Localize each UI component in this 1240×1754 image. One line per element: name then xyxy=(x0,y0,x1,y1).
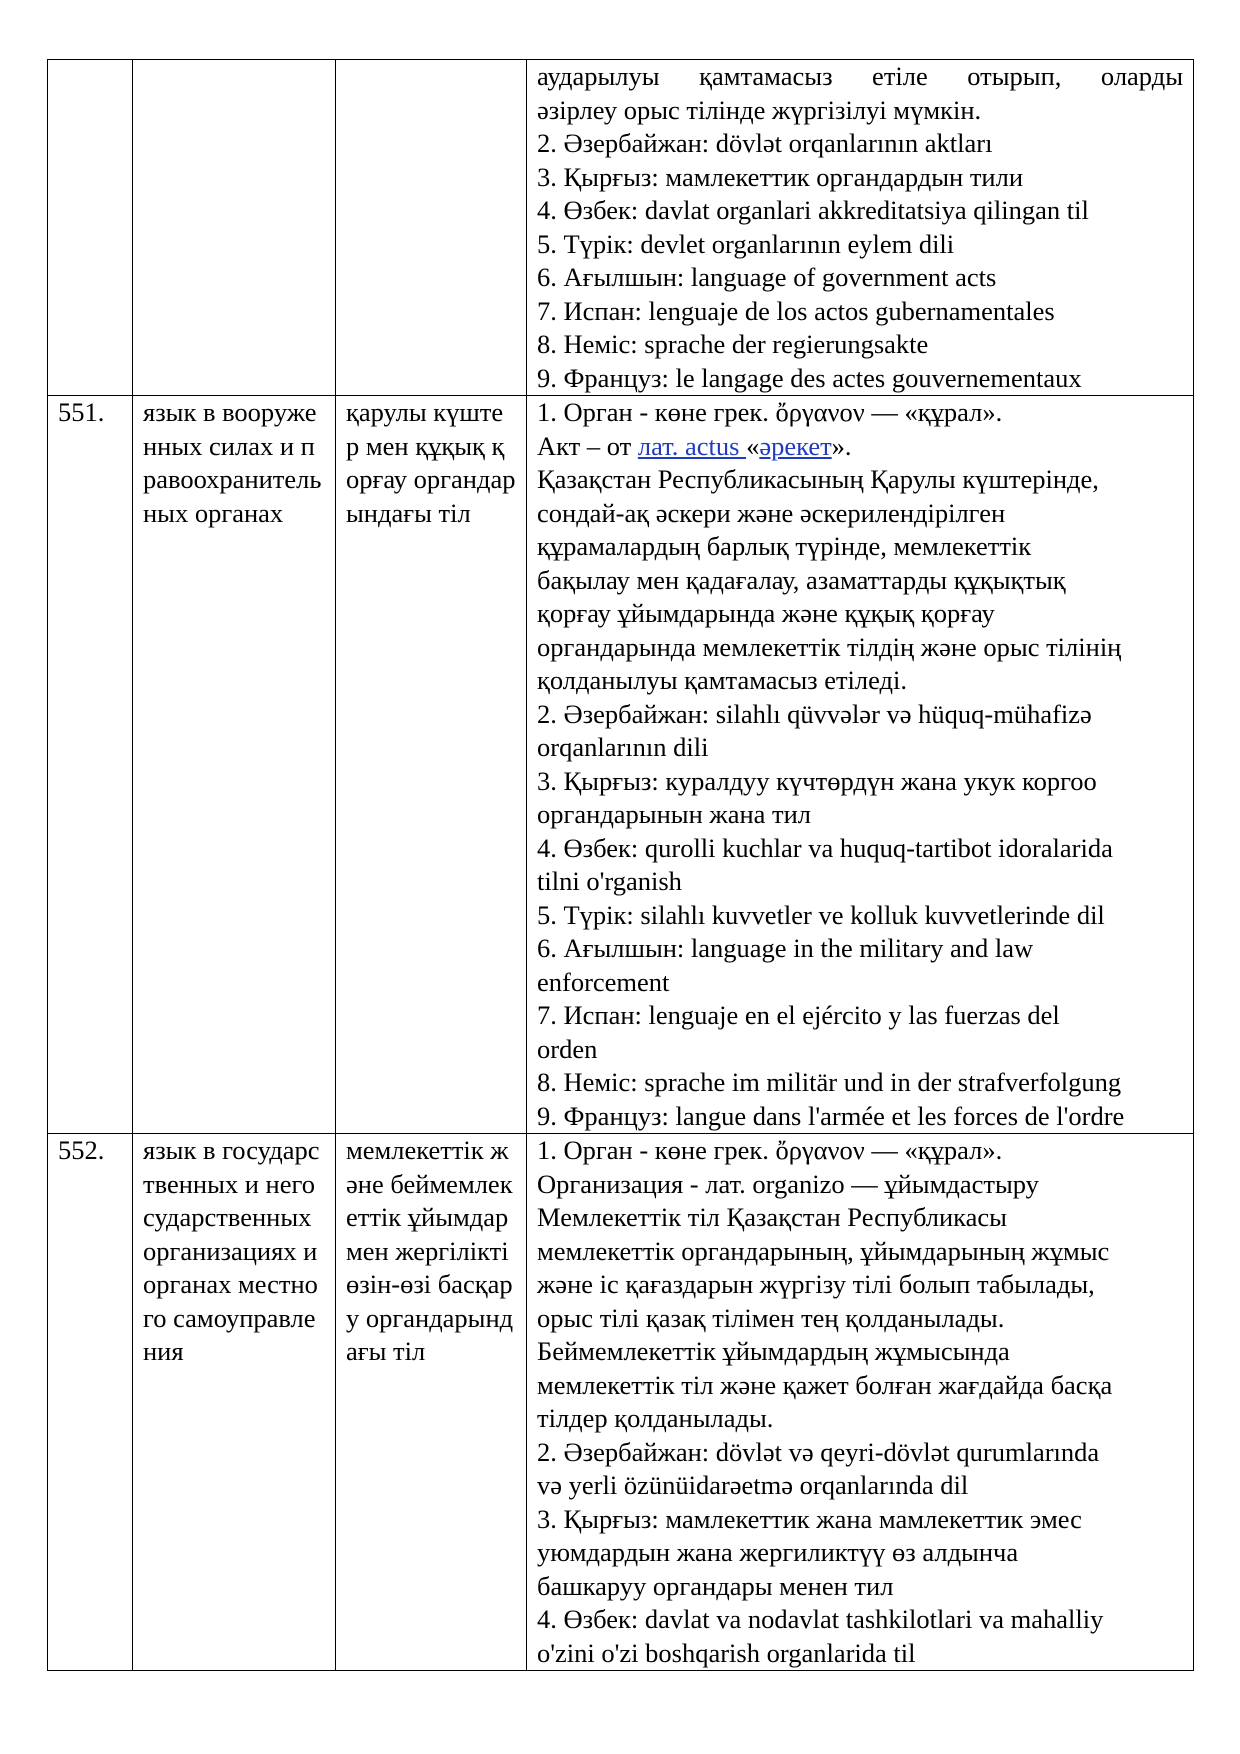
description-line: enforcement xyxy=(537,966,670,997)
description-line: 8. Неміс: sprache im militär und in der strafverfolgung xyxy=(537,1067,1122,1097)
row-number-cell: 552. xyxy=(48,1134,133,1671)
description-line: және іс қағаздарын жүргізу тілі болып табылады, xyxy=(537,1269,1095,1299)
latin-actus-link[interactable]: лат. actus xyxy=(637,430,747,461)
description-line: орыс тілі қазақ тілімен тең қолданылады. xyxy=(537,1302,1005,1333)
quote-close: ». xyxy=(831,430,852,461)
description-line: 2. Әзербайжан: silahlı qüvvələr və hüquq-mühafizə xyxy=(537,698,1092,729)
row-number-cell xyxy=(48,60,133,396)
description-line: 6. Ағылшын: language of government acts xyxy=(537,262,997,292)
russian-term-cell xyxy=(133,60,336,396)
description-line: orqanlarının dili xyxy=(537,732,709,762)
description-line: 5. Түрік: silahlı kuvvetler ve kolluk kuvvetlerinde dil xyxy=(537,899,1105,930)
etymology-line xyxy=(537,430,1183,464)
description-line: аударылуы қамтамасыз етіле отырып, оларды xyxy=(537,61,1183,91)
kazakh-term-cell xyxy=(336,60,527,396)
description-line: 9. Француз: le langage des actes gouvernementaux xyxy=(537,362,1082,393)
description-line: və yerli özünüidarəetmə orqanlarında dil xyxy=(537,1470,969,1500)
description-line: 8. Неміс: sprache der regierungsakte xyxy=(537,329,929,359)
description-line: уюмдардын жана жергиликтүү өз алдынча xyxy=(537,1537,1019,1567)
description-line: сондай-ақ әскери және әскерилендірілген xyxy=(537,497,1006,528)
table-row xyxy=(48,1134,1194,1671)
areket-link[interactable]: әрекет xyxy=(759,430,832,461)
table-row xyxy=(48,60,1194,396)
description-line: 1. Орган - көне грек. ὄργανον — «құрал». xyxy=(537,1135,1003,1165)
description-line: 7. Испан: lenguaje en el ejército y las fuerzas del xyxy=(537,1000,1060,1030)
description-line: органдарында мемлекеттік тілдің және орыс тілінің xyxy=(537,631,1122,662)
description-line: 4. Өзбек: qurolli kuchlar va huquq-tartibot idoralarida xyxy=(537,832,1113,863)
description-line: 2. Әзербайжан: dövlət orqanlarının aktları xyxy=(537,128,993,158)
kazakh-term-cell: қарулы күштер мен құқық қорғау органдарындағы тіл xyxy=(336,396,527,1134)
russian-term-cell: язык в государственных и негосударственных организациях и органах местного самоуправления xyxy=(133,1134,336,1671)
description-line: 1. Орган - көне грек. ὄργανον — «құрал». xyxy=(537,397,1003,427)
description-line: Мемлекеттік тіл Қазақстан Республикасы xyxy=(537,1202,1007,1232)
description-line: tilni o'rganish xyxy=(537,866,682,896)
description-line: қорғау ұйымдарында және құқық қорғау xyxy=(537,598,995,628)
description-line: 4. Өзбек: davlat organlari akkreditatsiya qilingan til xyxy=(537,195,1089,225)
description-line: башкаруу органдары менен тил xyxy=(537,1570,894,1601)
description-line: 4. Өзбек: davlat va nodavlat tashkilotlari va mahalliy xyxy=(537,1604,1104,1634)
quote-open: « xyxy=(746,430,760,461)
description-line: 7. Испан: lenguaje de los actos gubernamentales xyxy=(537,295,1055,326)
description-line: мемлекеттік органдарының, ұйымдарының жұмыс xyxy=(537,1235,1110,1266)
description-line: 5. Түрік: devlet organlarının eylem dili xyxy=(537,228,955,259)
description-line: әзірлеу орыс тілінде жүргізілуі мүмкін. xyxy=(537,94,982,125)
description-line: бақылау мен қадағалау, азаматтарды құқықтық xyxy=(537,564,1066,595)
description-line: 6. Ағылшын: language in the military and law xyxy=(537,933,1034,963)
description-line: orden xyxy=(537,1033,598,1064)
description-cell xyxy=(527,1134,1194,1671)
description-line: Қазақстан Республикасының Қарулы күштерінде, xyxy=(537,464,1099,494)
description-line: құрамалардың барлық түрінде, мемлекеттік xyxy=(537,531,1032,561)
kazakh-term-cell: мемлекеттік және беймемлекеттік ұйымдар мен жергілікті өзін-өзі басқару органдарындағы тіл xyxy=(336,1134,527,1671)
description-line: Организация - лат. organizo — ұйымдастыру xyxy=(537,1168,1039,1199)
description-line: 3. Қырғыз: мамлекеттик органдардын тили xyxy=(537,161,1024,192)
description-line: 3. Қырғыз: куралдуу күчтөрдүн жана укук коргоо xyxy=(537,765,1097,796)
russian-term-cell: язык в вооруженных силах и правоохранительных органах xyxy=(133,396,336,1134)
description-line: қолданылуы қамтамасыз етіледі. xyxy=(537,665,908,695)
description-cell xyxy=(527,396,1194,1134)
description-line: мемлекеттік тіл және қажет болған жағдайда басқа xyxy=(537,1369,1113,1400)
description-cell xyxy=(527,60,1194,396)
description-line: Беймемлекеттік ұйымдардың жұмысында xyxy=(537,1336,1010,1366)
description-line: o'zini o'zi boshqarish organlarida til xyxy=(537,1637,916,1668)
table-row xyxy=(48,396,1194,1134)
description-line: тілдер қолданылады. xyxy=(537,1403,774,1433)
description-line: 9. Француз: langue dans l'armée et les forces de l'ordre xyxy=(537,1100,1125,1131)
description-line: органдарынын жана тил xyxy=(537,799,812,829)
row-number-cell: 551. xyxy=(48,396,133,1134)
terms-table xyxy=(47,59,1194,1671)
etymology-prefix: Акт – от xyxy=(537,430,638,461)
description-line: 2. Әзербайжан: dövlət və qeyri-dövlət qurumlarında xyxy=(537,1436,1100,1467)
description-line: 3. Қырғыз: мамлекеттик жана мамлекеттик эмес xyxy=(537,1503,1082,1534)
